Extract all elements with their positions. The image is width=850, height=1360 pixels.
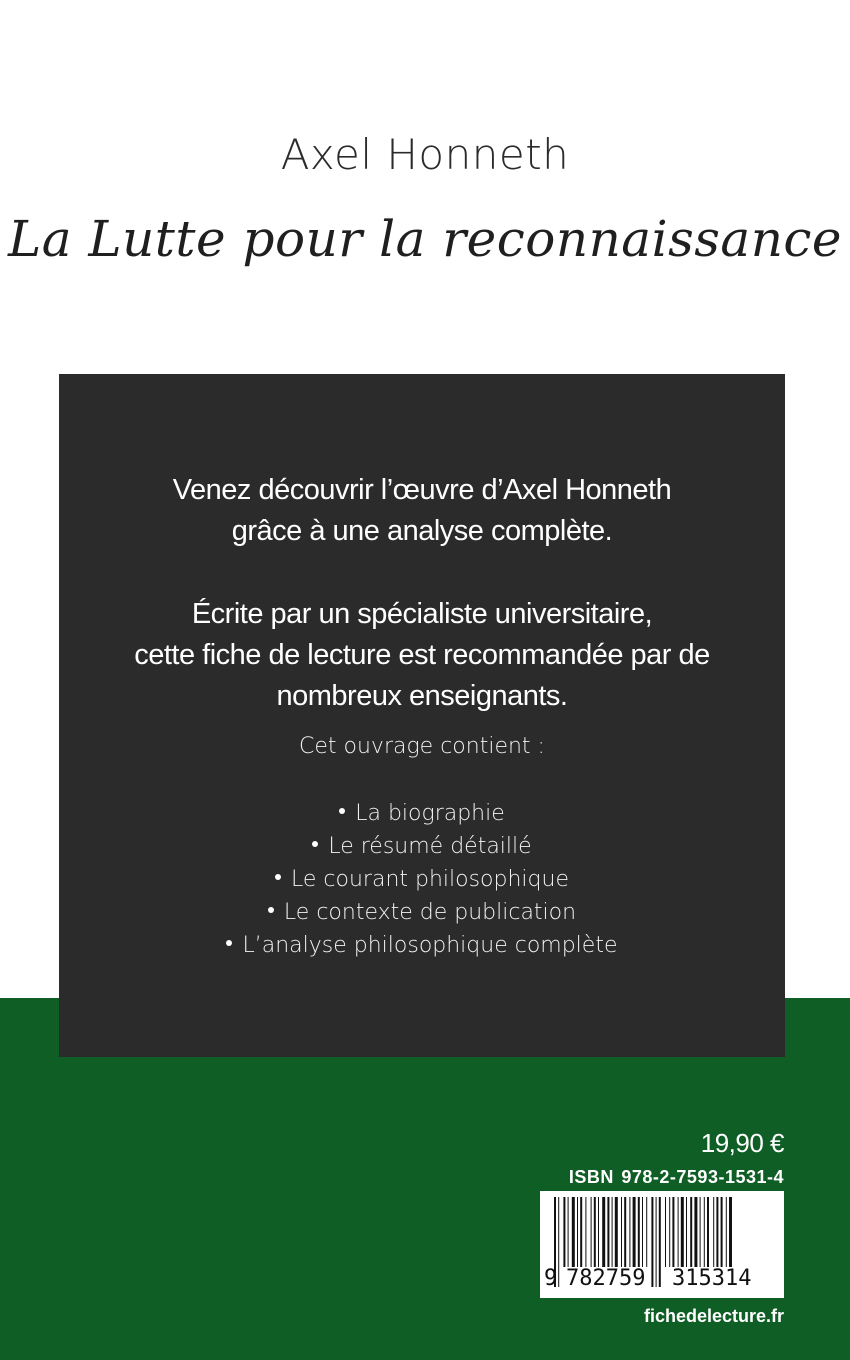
author-name: Axel Honneth [280,130,570,179]
barcode-bar [577,1197,578,1267]
bullet-icon [275,874,281,880]
barcode-bar [572,1197,575,1267]
barcode-bar [621,1197,622,1267]
contents-label: Cet ouvrage contient : [299,734,545,759]
contents-item-label: Le résumé détaillé [328,834,532,859]
intro-line: Venez découvrir l’œuvre d’Axel Honneth [172,474,672,506]
barcode-bar [716,1197,718,1267]
barcode-bar [624,1197,626,1267]
isbn: ISBN 978-2-7593-1531-4 [568,1167,784,1187]
barcode-bar [726,1197,727,1267]
barcode-bar [638,1197,640,1267]
barcode-bar [672,1197,674,1267]
expert-text [59,594,785,717]
barcode-bar [690,1197,692,1267]
bullet-icon [339,808,345,814]
barcode-digit-group: 315314 [672,1266,752,1291]
book-title: La Lutte pour la reconnaissance [7,210,842,268]
barcode-bar [615,1197,618,1267]
barcode-bar [591,1197,592,1267]
barcode-bar [629,1197,630,1267]
barcode-digit-first: 9 [544,1266,558,1291]
barcode-bar [568,1197,569,1267]
intro-text [59,470,785,552]
barcode-bar [651,1197,653,1287]
barcode-bar [721,1197,723,1267]
barcode-bar [580,1197,582,1267]
barcode-bar [598,1197,599,1267]
barcode-bar [558,1197,559,1287]
barcode-bar [607,1197,609,1267]
barcode-bar [594,1197,596,1267]
intro-line: grâce à une analyse complète. [231,515,613,547]
barcode-bar [707,1197,709,1267]
barcode-bar [563,1197,565,1267]
expert-line: cette fiche de lecture est recommandée par de [134,639,710,671]
barcode-bar [700,1197,701,1267]
bullet-icon [268,907,274,913]
contents-item-label: La biographie [355,801,505,826]
barcode-bar [678,1197,679,1267]
barcode-bar [729,1197,732,1267]
expert-line: nombreux enseignants. [276,680,568,712]
barcode-bar [669,1197,670,1267]
website: fichedelecture.fr [643,1306,784,1326]
summary-panel [59,374,785,1057]
bullet-icon [312,841,318,847]
barcode-bar [656,1197,657,1287]
contents-item [59,896,785,929]
contents-item-label: L’analyse philosophique complète [242,933,618,958]
expert-line: Écrite par un spécialiste universitaire, [191,598,653,630]
barcode [540,1191,784,1298]
contents-item-label: Le courant philosophique [291,867,569,892]
barcode-bar [686,1197,687,1267]
price: 19,90 € [700,1128,784,1158]
contents-item [59,929,785,962]
barcode-bar [681,1197,684,1267]
barcode-bar [633,1197,636,1267]
barcode-bar [659,1197,661,1287]
barcode-bar [602,1197,605,1267]
contents-item [59,830,785,863]
barcode-digit-group: 782759 [566,1266,646,1291]
contents-item-label: Le contexte de publication [283,900,577,925]
contents-item [59,797,785,830]
bullet-icon [226,940,232,946]
contents-item [59,863,785,896]
barcode-bar [665,1197,666,1267]
barcode-bar [704,1197,705,1267]
barcode-bar [642,1197,643,1267]
barcode-bar [694,1197,697,1267]
barcode-bar [646,1197,647,1267]
barcode-bar [585,1197,586,1267]
barcode-bar [713,1197,714,1267]
barcode-bar [612,1197,613,1267]
